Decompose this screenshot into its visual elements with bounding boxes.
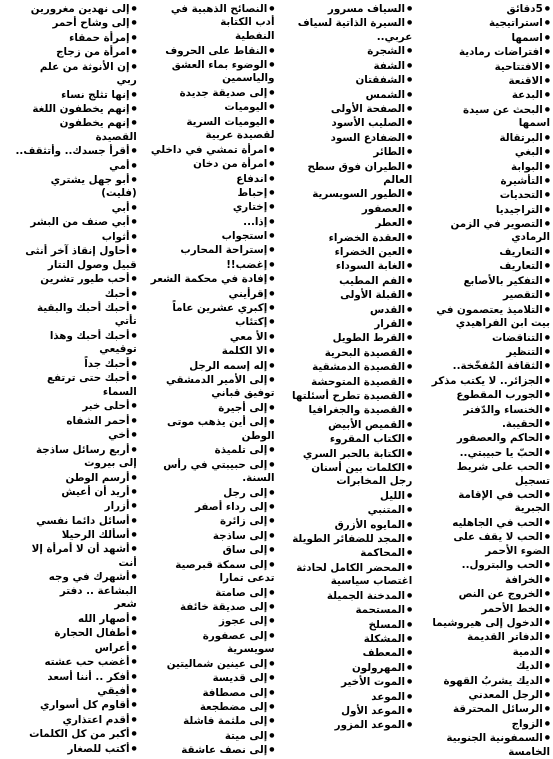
poem-title-entry: ● أسائل دائما نفسي (3, 514, 137, 528)
poem-title-entry: ● إلى وشاح أحمر (3, 16, 137, 30)
poem-title-entry: ● الحب في الجاهليه (416, 516, 550, 530)
poem-title-entry: ● الزواج (416, 717, 550, 731)
poem-title-entry: ● المسلخ (279, 618, 413, 632)
poem-title-entry: ● إكبري عشرين عاماً (141, 301, 275, 315)
index-column-3 (141, 2, 275, 756)
poem-title-entry: ● اسمها (416, 31, 550, 45)
poem-title-entry: ● الخط الأحمر (416, 602, 550, 616)
poem-title-entry: ● إلى نهدين مغرورين (3, 2, 137, 16)
poem-title-entry: ● الحاكم والعصفور (416, 431, 550, 445)
poem-title-entry: ● التحديات (416, 188, 550, 202)
poem-title-entry: ● الخنساء والدّفتر (416, 403, 550, 417)
poem-title-entry: ● إن الأنوثة من علم (3, 60, 137, 74)
poem-title-entry: ● القصيدة الدمشقية (279, 360, 413, 374)
poem-title-entry: ● الجزائر.. لا يكتب مذكر (416, 374, 550, 388)
poem-title-entry: ● 5دقائق (416, 2, 550, 16)
poem-title-entry: ● الموعد (279, 690, 413, 704)
poem-title-entry: ● أريد أن أعيش (3, 485, 137, 499)
poem-title-entry: ● إستراحة المحارب (141, 243, 275, 257)
poem-title-entry: ● التنظير (416, 345, 550, 359)
poem-title-continuation: إلى بيروت (84, 456, 137, 469)
poem-title-entry: ● الحب والبترول.. (416, 558, 550, 572)
poem-title-entry: ● استجواب (141, 229, 275, 243)
poem-title-entry: ● إنها تثلج نساء (3, 88, 137, 102)
poem-title-entry: ● البغي (416, 145, 550, 159)
poem-title-entry: ● الحب على شريط (416, 460, 550, 474)
poem-title-entry: ● أعراس (3, 641, 137, 655)
poem-title-entry: ● القبلة الأولى (279, 288, 413, 302)
poem-title-entry: ● أحبك (3, 287, 137, 301)
poem-title-entry: ● إلى صديقة جديدة (141, 86, 275, 100)
poem-title-continuation: السماء (102, 385, 137, 398)
poem-title-entry: ● امرأة من دخان (141, 157, 275, 171)
poem-title-entry: ● القصيدة المتوحشة (279, 375, 413, 389)
poem-title-entry: ● الخروج عن النص (416, 587, 550, 601)
poem-title-continuation: اسمها (518, 117, 550, 130)
poem-title-entry: ● التراجيديا (416, 203, 550, 217)
poem-title-entry: ● أكتب للصغار (3, 742, 137, 756)
poem-title-entry: ● اليوميات السرية (141, 115, 275, 129)
poem-title-entry: ● إلى نصف عاشقة (141, 743, 275, 757)
poem-title-entry: ● أفيقي (3, 684, 137, 698)
poem-title-entry: ● أثواب (3, 230, 137, 244)
poem-title-entry: ● الطائر (279, 145, 413, 159)
poem-title-entry: ● إختاري (141, 200, 275, 214)
poem-title-entry: ● إلى مصطافة (141, 686, 275, 700)
poem-title-entry: ● الضفادع السود (279, 131, 413, 145)
poem-title-entry: ● أصهار الله (3, 612, 137, 626)
poem-title-entry: ● المدخنة الجميلة (279, 589, 413, 603)
poem-title-entry: ● أشهرك في وجه (3, 570, 137, 584)
poem-title-entry: ● أزرار (3, 499, 137, 513)
poem-title-entry: ● القصيدة والجغرافيا (279, 403, 413, 417)
poem-title-continuation: توفيق قباني (211, 387, 275, 400)
poem-title-entry: ● التقصير (416, 288, 550, 302)
poem-title-entry: ● إحباط (141, 186, 275, 200)
poem-title-entry: ● النصائح الذهبية في (141, 2, 275, 16)
poem-title-entry: ● أحبك حتى ترتفع (3, 371, 137, 385)
poem-title-continuation: الضوء الأحمر (485, 544, 550, 557)
poem-title-entry: ● إلى قديسة (141, 671, 275, 685)
poem-title-entry: ● أقرأ جسدك.. وأتثقف.. (3, 144, 137, 158)
poem-title-entry: ● العصفور (279, 202, 413, 216)
poem-title-entry: ● الصفحة الأولى (279, 102, 413, 116)
poem-title-entry: ● الصليب الأسود (279, 116, 413, 130)
poem-title-entry: ● الشمس (279, 88, 413, 102)
poem-title-entry: ● أحبك جداً (3, 357, 137, 371)
poem-title-entry: ● الليل (279, 489, 413, 503)
poem-title-entry: ● الوضوء بماء العشق (141, 58, 275, 72)
poem-title-entry: ● البحث عن سيدة (416, 103, 550, 117)
poem-title-entry: ● إنهم يخطفون اللغة (3, 102, 137, 116)
poem-title-continuation: تسجيل (514, 474, 550, 487)
poem-title-entry: ● امرأة من زجاج (3, 45, 137, 59)
poem-title-entry: ● افتراضات رمادية (416, 45, 550, 59)
poem-title-entry: ● الحب لا يقف على (416, 530, 550, 544)
poem-title-entry: ● أحب طيور تشرين (3, 272, 137, 286)
poem-title-continuation: ربي (116, 73, 137, 86)
poem-title-entry: ● أكبر من كل الكلمات (3, 727, 137, 741)
poem-title-entry: ● أغضب حب عشته (3, 655, 137, 669)
poem-title-entry: ● إلى تلميذة (141, 443, 275, 457)
poem-title-entry: ● المحضر الكامل لحادثة (279, 561, 413, 575)
poem-title-continuation: سويسرية (227, 643, 275, 656)
poem-title-entry: ● استراتيجية (416, 16, 550, 30)
poem-title-entry: ● السمفونية الجنوبية (416, 731, 550, 745)
poem-title-entry: ● القرار (279, 317, 413, 331)
poem-title-entry: ● إقرأيني (141, 287, 275, 301)
poem-title-entry: ● إكتئاب (141, 315, 275, 329)
poem-title-continuation: النفطية (235, 29, 275, 42)
poem-title-entry: ● المشكلة (279, 632, 413, 646)
poem-title-entry: ● إلى ملثمة فاشلة (141, 714, 275, 728)
poem-title-entry: ● أحبك أحبك وهذا (3, 329, 137, 343)
poem-title-entry: ● إلى صديقة خائفة (141, 600, 275, 614)
poem-title-entry: ● المايوه الأزرق (279, 518, 413, 532)
index-column-2 (279, 2, 413, 746)
poem-title-entry: ● إلى ساذجة (141, 529, 275, 543)
poem-title-entry: ● البدعة (416, 88, 550, 102)
poem-title-entry: ● القميص الأبيض (279, 418, 413, 432)
poem-title-continuation: العالم (383, 173, 413, 186)
poem-title-entry: ● الغابة السوداء (279, 259, 413, 273)
poem-title-entry: ● إلى أجيرة (141, 401, 275, 415)
poem-title-entry: ● الموعد الأول (279, 704, 413, 718)
poem-title-entry: ● الرجل المعدني (416, 688, 550, 702)
poem-title-entry: ● إفادة في محكمة الشعر (141, 272, 275, 286)
poem-title-entry: ● إلى عينين شماليتين (141, 657, 275, 671)
poem-title-entry: ● الكتاب المقروء (279, 432, 413, 446)
poem-title-entry: ● إغضب!! (141, 258, 275, 272)
poem-title-entry: ● المتنبي (279, 503, 413, 517)
poem-title-continuation: لقصيدة عربية (205, 129, 275, 142)
poem-title-entry: ● الحبّ يا حبيبتي.. (416, 446, 550, 460)
poem-title-entry: ● المحاكمة (279, 546, 413, 560)
poem-title-entry: ● الدمية (416, 645, 550, 659)
poem-title-continuation: السنة. (242, 472, 275, 485)
poem-title-entry: ● المهرولون (279, 661, 413, 675)
poem-title-entry: ● التأشيرة (416, 174, 550, 188)
poem-title-entry: ● إلى مضطجعة (141, 700, 275, 714)
poem-title-entry: ● الخرافة (416, 573, 550, 587)
poem-title-entry: ● أطفال الحجارة (3, 626, 137, 640)
poem-title-continuation: تدعى تمارا (219, 572, 275, 585)
poem-title-continuation: عربي.. (376, 30, 413, 43)
poem-title-entry: ● أفكر .. أننا أسعد (3, 670, 137, 684)
poem-title-continuation: شعر (114, 598, 137, 611)
poem-title-entry: ● العين الخضراء (279, 245, 413, 259)
poem-title-entry: ● أبي (3, 201, 137, 215)
poem-title-entry: ● الطيران فوق سطح (279, 160, 413, 174)
poem-title-entry: ● الشفة (279, 59, 413, 73)
poem-title-continuation: القصيدة (95, 130, 137, 143)
poem-title-entry: ● الافتتاحية (416, 60, 550, 74)
poem-title-entry: ● المستحمة (279, 603, 413, 617)
poem-title-continuation: والياسمين (222, 72, 275, 85)
poem-title-entry: ● إلى رجل (141, 486, 275, 500)
poem-title-entry: ● القصيدة البحرية (279, 346, 413, 360)
poem-title-continuation: قبيل وصول التتار (47, 258, 137, 271)
poem-title-entry: ● التعاريف (416, 245, 550, 259)
poem-title-entry: ● الا الكلمة (141, 344, 275, 358)
poem-title-entry: ● أربع رسائل ساذجة (3, 443, 137, 457)
poem-title-continuation: (فليت) (101, 187, 137, 200)
poem-title-entry: ● إلى سمكة قبرصية (141, 558, 275, 572)
poem-title-entry: ● أقاوم كل أسواري (3, 698, 137, 712)
poem-title-continuation: اغتصاب سياسية (330, 575, 413, 588)
poem-title-continuation: توقيعي (99, 343, 137, 356)
poem-title-entry: ● التعاريف (416, 259, 550, 273)
poem-title-entry: ● الموت الأخير (279, 675, 413, 689)
poem-title-continuation: الرمادي (511, 231, 550, 244)
poem-title-entry: ● أشهد أن لا أمرأة إلا (3, 542, 137, 556)
poem-title-entry: ● الدخول إلى هيروشيما (416, 616, 550, 630)
poem-title-entry: ● اندفاع (141, 172, 275, 186)
poem-title-entry: ● أقدم اعتذاري (3, 713, 137, 727)
poem-title-continuation: رجل المخابرات (336, 475, 413, 488)
poem-title-continuation: أدب الكتابة (220, 16, 275, 29)
poem-title-entry: ● إلى حبيبتي في رأس (141, 458, 275, 472)
poem-title-entry: ● العقدة الخضراء (279, 231, 413, 245)
poem-title-entry: ● الكتابة بالحبر السري (279, 447, 413, 461)
poem-title-entry: ● القرط الطويل (279, 331, 413, 345)
poem-title-entry: ● أمي (3, 159, 137, 173)
poem-title-entry: ● المجد للضفائر الطويلة (279, 532, 413, 546)
poem-title-entry: ● إلى عصفورة (141, 629, 275, 643)
poem-title-entry: ● الأ معي (141, 330, 275, 344)
poem-title-entry: ● الجورب المقطوع (416, 388, 550, 402)
index-column-1 (416, 2, 550, 758)
poem-title-entry: ● البرتقالة (416, 131, 550, 145)
poem-title-entry: ● الطيور السويسرية (279, 187, 413, 201)
poem-title-entry: ● أبي صنف من البشر (3, 215, 137, 229)
poem-title-entry: ● أرسم الوطن (3, 471, 137, 485)
poem-title-entry: ● السياف مسرور (279, 2, 413, 16)
poem-title-entry: ● الحقيبة. (416, 417, 550, 431)
poem-title-entry: ● إلى صامتة (141, 586, 275, 600)
poem-title-entry: ● الموعد المزور (279, 718, 413, 732)
poem-title-entry: ● الفم المطيب (279, 274, 413, 288)
poem-title-entry: ● أحاول إنقاذ آخر أنثى (3, 244, 137, 258)
poem-title-entry: ● اليوميات (141, 100, 275, 114)
poem-title-entry: ● أبو جهل يشتري (3, 173, 137, 187)
poem-title-entry: ● إذا... (141, 215, 275, 229)
poem-title-entry: ● إلى ساق (141, 543, 275, 557)
poem-title-entry: ● النقاط على الحروف (141, 44, 275, 58)
poem-title-entry: ● الشفقتان (279, 73, 413, 87)
poem-title-entry: ● التصوير في الزمن (416, 217, 550, 231)
poem-title-entry: ● أحمر الشفاه (3, 414, 137, 428)
poem-title-entry: ● السيرة الذاتية لسياف (279, 16, 413, 30)
poem-title-entry: ● الحب في الإقامة (416, 488, 550, 502)
poem-title-entry: ● إلى عجوز (141, 614, 275, 628)
poem-title-entry: ● إمرأة حمقاء (3, 31, 137, 45)
poem-title-entry: ● إله إسمه الرجل (141, 359, 275, 373)
poem-title-entry: ● إلى أين يذهب موتى (141, 415, 275, 429)
poem-title-entry: ● العطر (279, 216, 413, 230)
poem-title-entry: ● الشجرة (279, 44, 413, 58)
poem-title-continuation: الجبرية (514, 502, 550, 515)
poem-title-entry: ● إلى رداء أصفر (141, 500, 275, 514)
poem-title-entry: ● التفكير بالأصابع (416, 274, 550, 288)
poem-title-entry: ● إلى ميتة (141, 729, 275, 743)
poem-title-continuation: تأتي (114, 315, 137, 328)
poem-title-entry: ● الثقافة المُفخّخة.. (416, 359, 550, 373)
poem-title-entry: ● أحلى خبر (3, 399, 137, 413)
poem-title-entry: ● إنهم يخطفون (3, 116, 137, 130)
poem-title-entry: ● القدس (279, 303, 413, 317)
poem-title-entry: ● الديك يشربُ القهوة (416, 674, 550, 688)
poem-title-entry: ● أسألك الرحيلا (3, 528, 137, 542)
poem-title-continuation: بيت ابن الفراهيدي (455, 317, 550, 329)
poem-title-entry: ● الديك (416, 659, 550, 673)
poem-title-entry: ● إلى الأمير الدمشقي (141, 373, 275, 387)
poem-title-continuation: البشاعة .. دفتر (59, 584, 137, 597)
poem-title-continuation: الوطن (241, 429, 275, 442)
index-column-4 (3, 2, 137, 755)
poem-title-entry: ● البوابة (416, 160, 550, 174)
poem-title-entry: ● الدفاتر القديمة (416, 630, 550, 644)
poem-title-entry: ● الرسائل المحترقة (416, 702, 550, 716)
poem-title-entry: ● أخي (3, 428, 137, 442)
poem-title-entry: ● الكلمات بين أسنان (279, 461, 413, 475)
poem-title-entry: ● أحبك أحبك والبقية (3, 301, 137, 315)
poem-title-entry: ● إلى زائرة (141, 514, 275, 528)
poem-title-entry: ● المعطف (279, 646, 413, 660)
poem-title-entry: ● امرأة تمشي في داخلي (141, 143, 275, 157)
poem-title-entry: ● التناقضات (416, 331, 550, 345)
poem-title-continuation: الخامسة (508, 745, 550, 758)
poem-title-entry: ● القصيدة تطرح أسئلتها (279, 389, 413, 403)
poem-title-continuation: أنت (118, 556, 137, 569)
poem-title-entry: ● الاقنعة (416, 74, 550, 88)
poem-title-entry: ● التلاميذ يعتصمون في (416, 303, 550, 317)
